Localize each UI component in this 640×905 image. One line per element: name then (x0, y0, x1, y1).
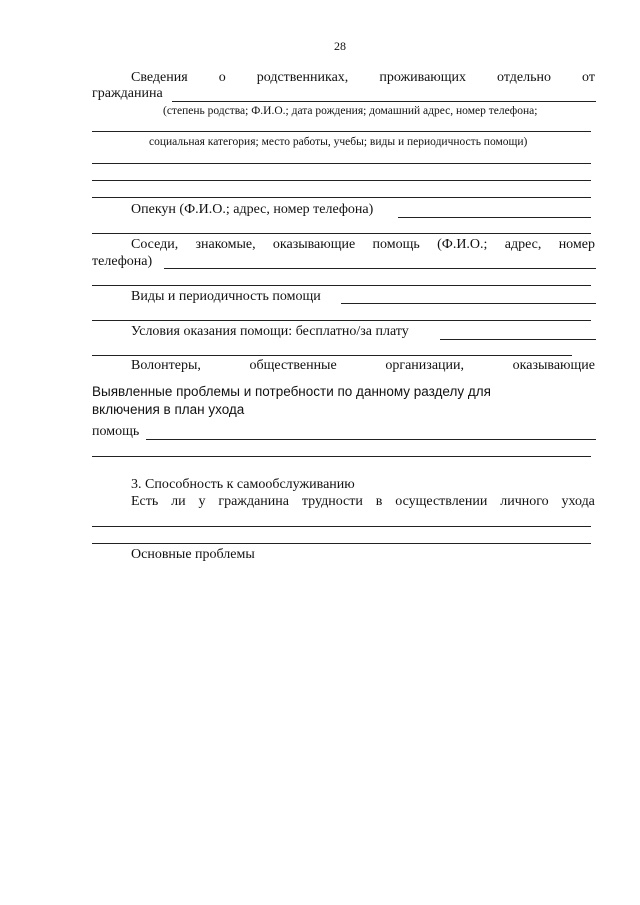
self-care-fill-line[interactable] (92, 543, 591, 544)
self-care-question-line (131, 495, 595, 509)
neighbors-fill-line[interactable] (92, 285, 591, 286)
conditions-fill-line[interactable] (440, 339, 596, 340)
problems-note-line-2: включения в план ухода (92, 402, 245, 417)
relatives-hint-1: (степень родства; Ф.И.О.; дата рождения; домашний адрес, номер телефона; (163, 105, 538, 117)
self-care-word: ухода (561, 494, 595, 509)
neighbors-word: знакомые, (195, 237, 256, 252)
relatives-word: о (218, 70, 226, 85)
relatives-hint-2: социальная категория; место работы, учебы; виды и периодичность помощи) (149, 136, 528, 148)
page-number: 28 (334, 39, 346, 53)
neighbors-word: номер (558, 237, 595, 252)
neighbors-heading-line (131, 238, 595, 252)
relatives-word: проживающих (379, 70, 467, 85)
relatives-word: Сведения (131, 70, 188, 85)
volunteers-word: организации, (385, 358, 465, 373)
relatives-fill-line[interactable] (92, 131, 591, 132)
neighbors-line2-label: телефона) (92, 254, 153, 269)
problems-note-line-1: Выявленные проблемы и потребности по данному разделу для (92, 384, 491, 399)
self-care-word: гражданина (218, 494, 289, 509)
self-care-word: личного (500, 494, 549, 509)
relatives-word: родственниках, (256, 70, 349, 85)
volunteers-fill-line[interactable] (92, 456, 591, 457)
relatives-word: отдельно (497, 70, 551, 85)
relatives-fill-line[interactable] (92, 197, 591, 198)
self-care-word: ли (171, 494, 186, 509)
volunteers-fill-line[interactable] (146, 439, 596, 440)
conditions-fill-line[interactable] (92, 355, 572, 356)
help-types-fill-line[interactable] (92, 320, 591, 321)
neighbors-word: Соседи, (131, 237, 179, 252)
relatives-fill-line[interactable] (172, 101, 596, 102)
relatives-heading-line (131, 71, 595, 85)
neighbors-word: оказывающие (272, 237, 356, 252)
main-problems-label: Основные проблемы (131, 547, 255, 562)
guardian-fill-line[interactable] (398, 217, 591, 218)
self-care-fill-line[interactable] (92, 526, 591, 527)
conditions-label: Условия оказания помощи: бесплатно/за плату (131, 324, 409, 339)
volunteers-heading-line (131, 359, 595, 373)
neighbors-fill-line[interactable] (164, 268, 596, 269)
section-3-heading: 3. Способность к самообслуживанию (131, 477, 355, 492)
neighbors-word: (Ф.И.О.; (437, 237, 488, 252)
help-types-label: Виды и периодичность помощи (131, 289, 321, 304)
volunteers-word: общественные (249, 358, 337, 373)
self-care-word: у (198, 494, 206, 509)
neighbors-word: помощь (372, 237, 420, 252)
self-care-word: в (375, 494, 383, 509)
volunteers-line2-label: помощь (92, 424, 140, 439)
neighbors-word: адрес, (504, 237, 542, 252)
relatives-line2-label: гражданина (92, 86, 163, 101)
help-types-fill-line[interactable] (341, 303, 596, 304)
volunteers-word: оказывающие (512, 358, 595, 373)
guardian-label: Опекун (Ф.И.О.; адрес, номер телефона) (131, 202, 374, 217)
self-care-word: Есть (131, 494, 159, 509)
relatives-word: от (582, 70, 595, 85)
relatives-fill-line[interactable] (92, 163, 591, 164)
self-care-word: осуществлении (395, 494, 488, 509)
self-care-word: трудности (301, 494, 363, 509)
volunteers-word: Волонтеры, (131, 358, 201, 373)
guardian-fill-line[interactable] (92, 233, 591, 234)
relatives-fill-line[interactable] (92, 180, 591, 181)
